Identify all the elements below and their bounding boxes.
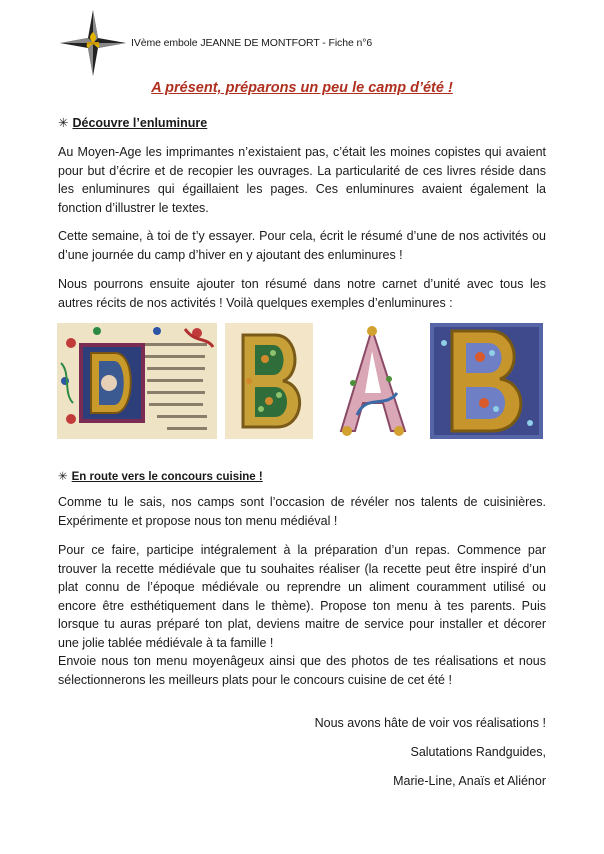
paragraph: Pour ce faire, participe intégralement à la préparation d’un repas. Commence par trouver la recette médiévale que tu souhaites réaliser (la recette peut être inspiré d’un plat connu de l’époque médiévale ou reprendre un aliment couramment utilisé ou encore être esthétiquement dans le thème). Propose ton menu à tes parents. Puis lorsque tu auras préparé ton plat, deviens maitre de service pour installer et décorer une jolie tablée médiévale à ta famille ! (58, 543, 546, 650)
asterisk-bullet-icon: ✳ (58, 471, 68, 483)
signature-line: Marie-Line, Anaïs et Aliénor (393, 774, 546, 788)
section-title-concours (58, 469, 263, 483)
paragraph: Nous pourrons ensuite ajouter ton résumé dans notre carnet d’unité avec tous les autres récits de nos activités ! Voilà quelques exemples d’enluminures : (58, 277, 546, 310)
page-headline: A présent, préparons un peu le camp d’été ! (151, 80, 453, 96)
paragraph: Envoie nous ton menu moyenâgeux ainsi que des photos de tes réalisations et nous sélectionnerons les meilleurs plats pour le concours cuisine de cet été ! (58, 654, 546, 687)
closing-line: Nous avons hâte de voir vos réalisations ! (314, 716, 546, 730)
compass-rose-icon (58, 8, 128, 78)
illuminated-letter-a-image (327, 323, 417, 439)
header-title: IVème embole JEANNE DE MONTFORT - Fiche n°6 (131, 37, 373, 49)
illuminated-letter-d-manuscript-image (57, 323, 217, 439)
asterisk-bullet-icon: ✳ (58, 116, 69, 130)
greeting-line: Salutations Randguides, (410, 745, 546, 759)
illuminated-letter-b-blue-image (430, 323, 543, 439)
section-title-text: Découvre l’enluminure (72, 116, 208, 130)
section-title-text: En route vers le concours cuisine ! (71, 471, 263, 483)
paragraph: Comme tu le sais, nos camps sont l’occasion de révéler nos talents de cuisinières. Expérimente et propose nous ton menu médiéval ! (58, 495, 546, 528)
section-title-enluminure (58, 115, 207, 130)
illuminated-letter-b-gold-image (225, 323, 313, 439)
paragraph: Au Moyen-Age les imprimantes n’existaient pas, c’était les moines copistes qui avaient pour but d’écrire et de recopier les ouvrages. La particularité de ces livres réside dans les enluminures qui égaillaient les pages. Ces enluminures avaient également la fonction d’illustrer le textes. (58, 145, 546, 215)
paragraph: Cette semaine, à toi de t’y essayer. Pour cela, écrit le résumé d’une de nos activités ou d’une journée du camp d’hiver en y ajoutant des enluminures ! (58, 229, 546, 262)
